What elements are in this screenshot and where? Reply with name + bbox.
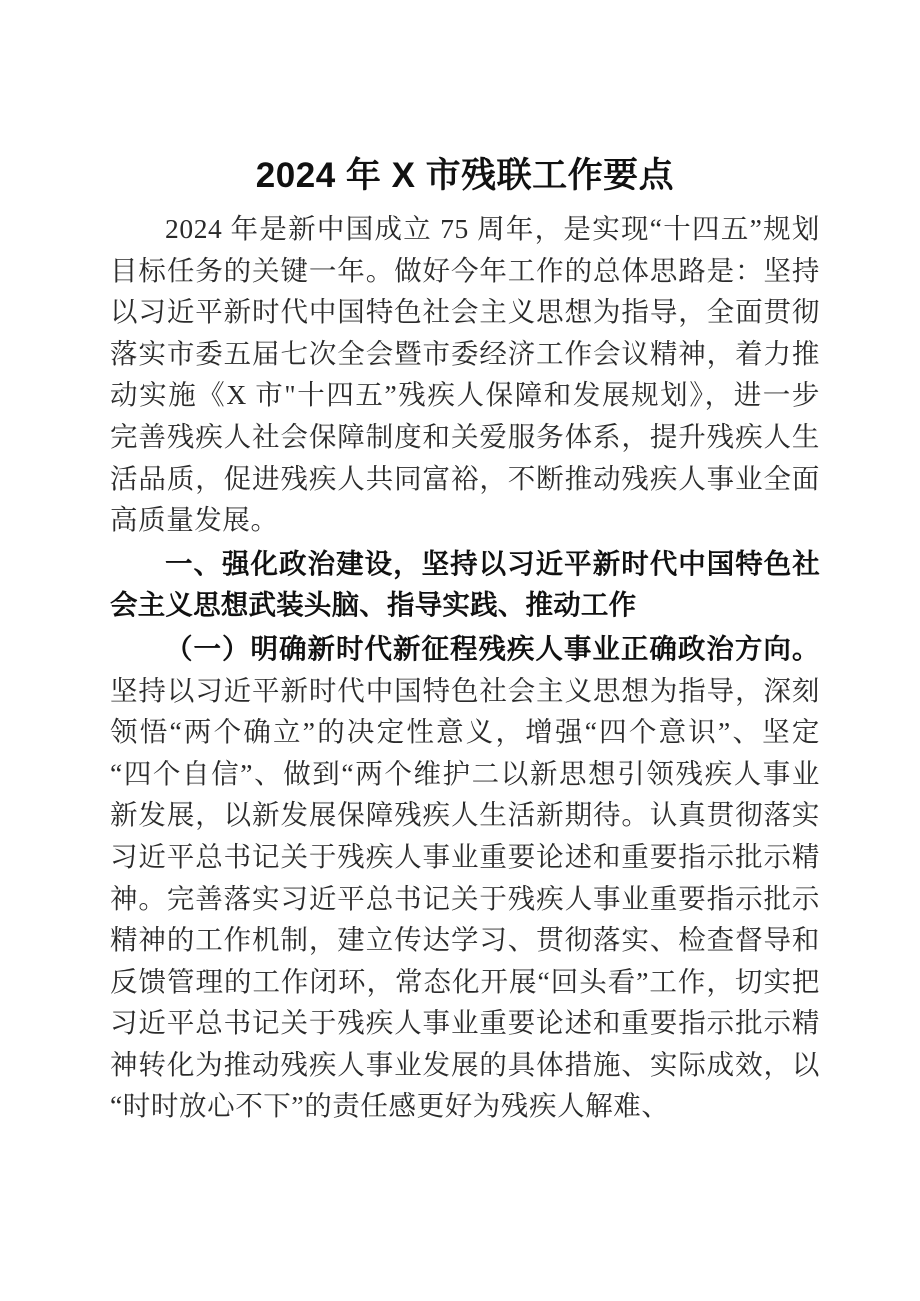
document-body	[110, 150, 820, 1127]
subsection-one-paragraph	[110, 628, 820, 1127]
intro-paragraph: 2024 年是新中国成立 75 周年，是实现“十四五”规划目标任务的关键一年。做好今年工作的总体思路是：坚持以习近平新时代中国特色社会主义思想为指导，全面贯彻落实市委五届七次全会暨市委经济工作会议精神，着力推动实施《X 市"十四五”残疾人保障和发展规划》，进一步完善残疾人社会保障制度和关爱服务体系，提升残疾人生活品质，促进残疾人共同富裕，不断推动残疾人事业全面高质量发展。	[110, 213, 820, 536]
page-title-text: 2024 年 X 市残联工作要点	[255, 156, 675, 195]
subsection-one-body-text: 坚持以习近平新时代中国特色社会主义思想为指导，深刻领悟“两个确立”的决定性意义，增强“四个意识”、坚定“四个自信”、做到“两个维护二以新思想引领残疾人事业新发展，以新发展保障残疾人生活新期待。认真贯彻落实习近平总书记关于残疾人事业重要论述和重要指示批示精神。完善落实习近平总书记关于残疾人事业重要指示批示精神的工作机制，建立传达学习、贯彻落实、检查督导和反馈管理的工作闭环，常态化开展“回头看”工作，切实把习近平总书记关于残疾人事业重要论述和重要指示批示精神转化为推动残疾人事业发展的具体措施、实际成效，以“时时放心不下”的责任感更好为残疾人解难、	[110, 674, 820, 1122]
page-title	[110, 150, 820, 202]
section-heading-one: 一、强化政治建设，坚持以习近平新时代中国特色社会主义思想武装头脑、指导实践、推动工作	[110, 547, 820, 621]
subsection-one-lead-in: （一）明确新时代新征程残疾人事业正确政治方向。	[165, 632, 820, 664]
